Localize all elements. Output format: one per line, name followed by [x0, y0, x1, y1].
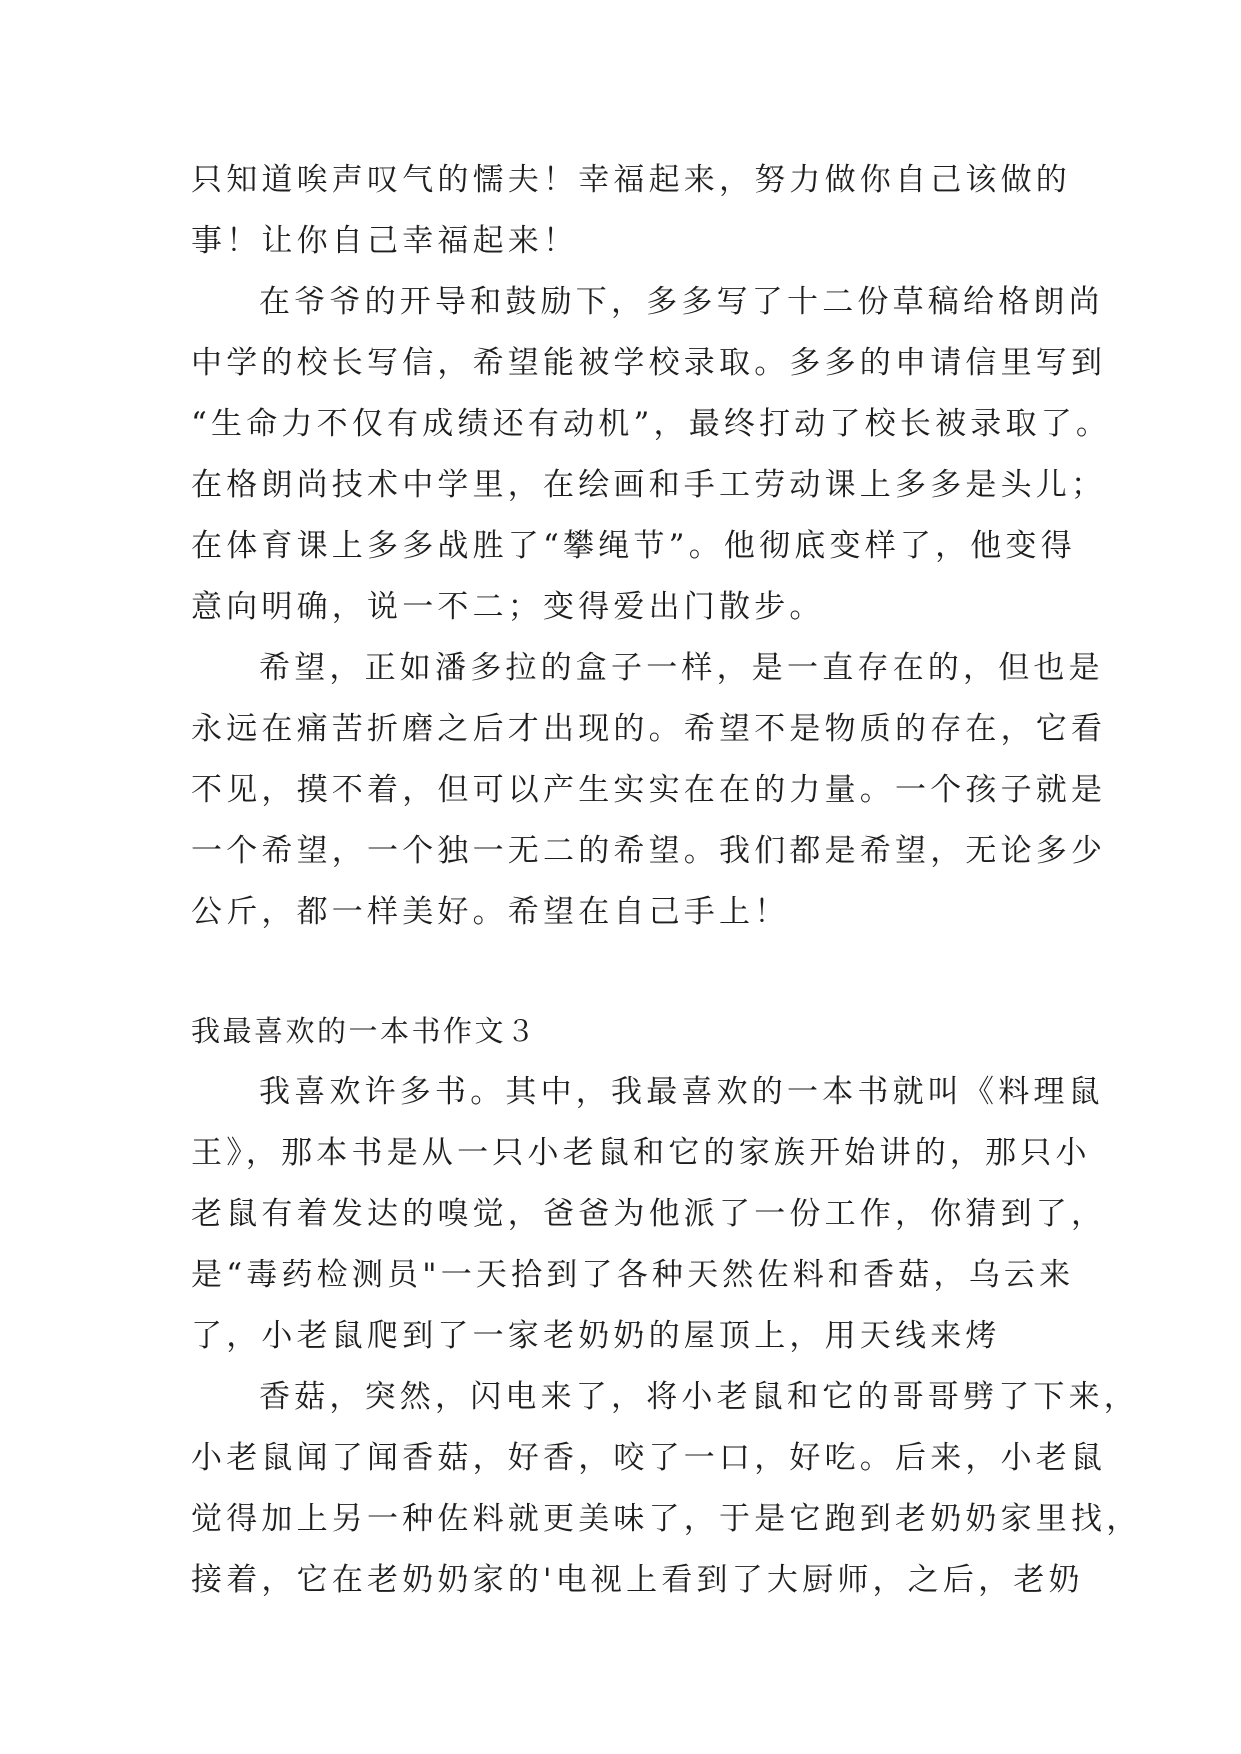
- text-line: 不见，摸不着，但可以产生实实在在的力量。一个孩子就是: [191, 772, 1107, 808]
- text-line: 公斤，都一样美好。希望在自己手上！: [191, 894, 790, 930]
- text-line: 老鼠有着发达的嗅觉，爸爸为他派了一份工作，你猜到了，: [191, 1196, 1107, 1232]
- paragraph-2: [191, 272, 1112, 638]
- text-line: 香菇，突然，闪电来了，将小老鼠和它的哥哥劈了下来，: [259, 1379, 1139, 1415]
- text-line: 事！让你自己幸福起来！: [191, 223, 579, 259]
- text-line: 在格朗尚技术中学里，在绘画和手工劳动课上多多是头儿；: [191, 467, 1107, 503]
- paragraph-3: [191, 638, 1107, 943]
- paragraph-1: [191, 150, 1071, 272]
- text-line: 小老鼠闻了闻香菇，好香，咬了一口，好吃。后来，小老鼠: [191, 1440, 1107, 1476]
- text-line: 在爷爷的开导和鼓励下，多多写了十二份草稿给格朗尚: [259, 284, 1104, 320]
- text-line: 是“毒药检测员"一天拾到了各种天然佐料和香菇，乌云来: [191, 1257, 1075, 1293]
- text-line: 我喜欢许多书。其中，我最喜欢的一本书就叫《料理鼠: [259, 1074, 1104, 1110]
- text-line: 接着，它在老奶奶家的'电视上看到了大厨师，之后，老奶: [191, 1562, 1084, 1598]
- paragraph-5: [191, 1367, 1142, 1611]
- text-line: 永远在痛苦折磨之后才出现的。希望不是物质的存在，它看: [191, 711, 1107, 747]
- text-line: 在体育课上多多战胜了“攀绳节”。他彻底变样了，他变得: [191, 528, 1076, 564]
- text-line: 了，小老鼠爬到了一家老奶奶的屋顶上，用天线来烤: [191, 1318, 1001, 1354]
- text-line: 中学的校长写信，希望能被学校录取。多多的申请信里写到: [191, 345, 1107, 381]
- text-line: 希望，正如潘多拉的盒子一样，是一直存在的，但也是: [259, 650, 1104, 686]
- paragraph-4: [191, 1062, 1107, 1367]
- section-spacer: [191, 943, 1063, 1001]
- text-line: 王》，那本书是从一只小老鼠和它的家族开始讲的，那只小: [191, 1135, 1091, 1171]
- section-heading: 我最喜欢的一本书作文３: [191, 1014, 538, 1048]
- text-line: 只知道唉声叹气的懦夫！幸福起来，努力做你自己该做的: [191, 162, 1071, 198]
- text-line: 觉得加上另一种佐料就更美味了，于是它跑到老奶奶家里找，: [191, 1501, 1142, 1537]
- text-line: “生命力不仅有成绩还有动机”，最终打动了校长被录取了。: [191, 406, 1112, 442]
- text-line: 一个希望，一个独一无二的希望。我们都是希望，无论多少: [191, 833, 1107, 869]
- document-page: [191, 150, 1142, 1611]
- text-line: 意向明确，说一不二；变得爱出门散步。: [191, 589, 825, 625]
